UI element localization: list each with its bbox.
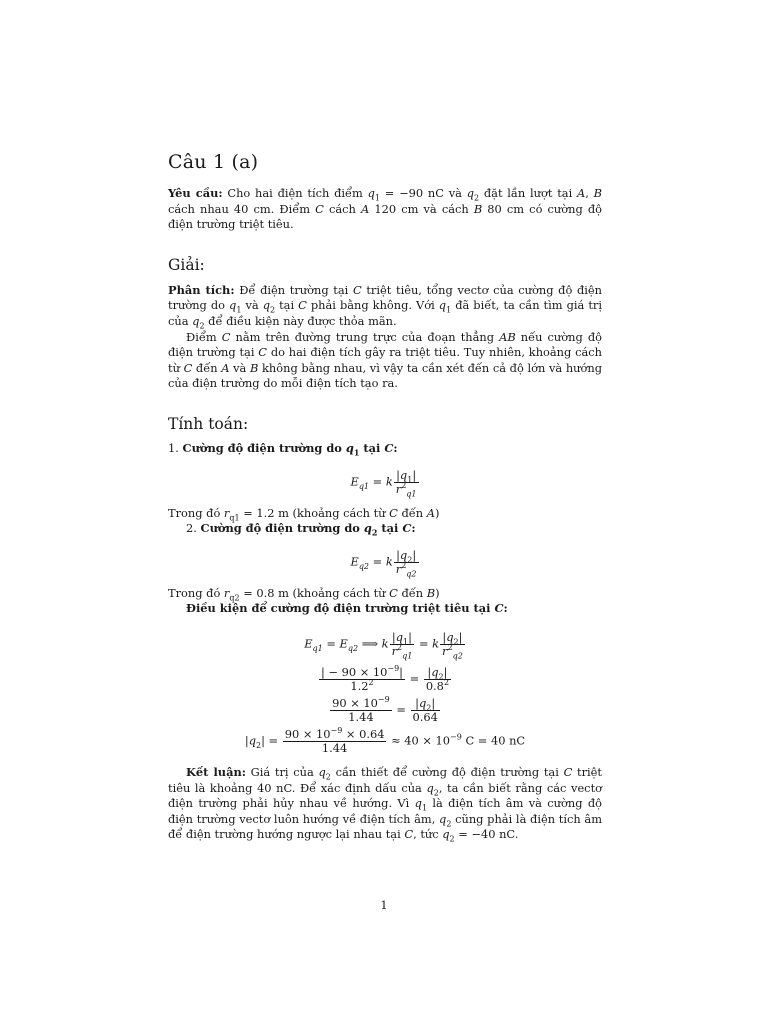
text: Cường độ điện trường do <box>182 440 346 455</box>
step-number: 1. <box>168 440 179 455</box>
text: 90 × 10 <box>284 726 331 741</box>
symbol: q <box>363 521 372 536</box>
text: cách <box>323 201 361 216</box>
subscript: q1 <box>229 512 240 522</box>
subscript: q1 <box>406 488 417 498</box>
subscript: 2 <box>433 787 439 797</box>
symbol: C <box>563 764 573 779</box>
text: |q <box>396 467 408 482</box>
symbol: k <box>432 636 440 651</box>
symbol: A <box>361 201 370 216</box>
fraction: $\frac{|q_2|}{r^2_{q2}}$ <box>442 629 463 661</box>
symbol: B <box>426 585 436 600</box>
fraction: $\frac{|q_2|}{0.64}$ <box>412 695 438 724</box>
symbol: C <box>494 601 504 616</box>
subscript: q2 <box>358 561 370 571</box>
superscript: −9 <box>387 664 400 674</box>
superscript: 2 <box>368 678 374 688</box>
text: Cường độ điện trường do <box>200 521 364 536</box>
text: |q <box>391 629 404 644</box>
subscript: 1 <box>403 637 409 647</box>
text: = −90 nC và <box>379 186 467 200</box>
text: Giá trị của <box>245 764 319 779</box>
fraction <box>330 697 392 724</box>
symbol: q <box>345 440 354 455</box>
text: đến <box>397 505 427 520</box>
requirement-label: Yêu cầu: <box>168 186 223 200</box>
text: triệt tiêu là khoảng 40 nC. Để xác định dấu của <box>168 764 602 795</box>
question-title: Câu 1 (a) <box>168 151 259 173</box>
subscript: 2 <box>449 834 455 844</box>
text: 1.44 <box>321 740 348 755</box>
subscript: 2 <box>474 193 480 203</box>
text: |q <box>442 629 454 644</box>
subscript: 2 <box>453 637 459 647</box>
text: Để điện trường tại <box>234 282 353 297</box>
text: không bằng nhau, vì vậy ta cần xét đến cả độ lớn và hướng của điện trường do mỗi điện tích tạo ra. <box>168 360 602 391</box>
symbol: r <box>395 561 402 576</box>
text: : <box>503 601 508 616</box>
text: , tức <box>413 827 443 842</box>
symbol: q <box>262 298 270 313</box>
symbol: E <box>350 474 359 489</box>
text: Trong đó <box>168 505 224 520</box>
superscript: −9 <box>330 726 343 736</box>
symbol: q <box>229 298 237 313</box>
symbol: A <box>426 505 436 520</box>
symbol: E <box>304 636 313 651</box>
fraction: $\frac{|q_2|}{0.8^2}$ <box>425 664 450 693</box>
text: ) <box>435 585 440 600</box>
symbol: B <box>249 360 259 375</box>
text: 1.2 <box>350 678 369 693</box>
symbol: r <box>395 481 402 496</box>
text: |q <box>415 695 427 710</box>
text: do hai điện tích gây ra triệt tiêu. Tuy nhiên, khoảng cách từ <box>168 345 602 375</box>
symbol: r <box>391 643 398 658</box>
text: |q <box>427 664 439 679</box>
operator: ⟹ <box>358 636 382 651</box>
text: cách nhau 40 cm. Điểm <box>168 201 316 216</box>
text: đến <box>192 360 222 375</box>
symbol: q <box>248 733 256 748</box>
text: ≈ 40 × 10 <box>387 733 451 748</box>
symbol: E <box>350 554 359 569</box>
text: cần thiết để cường độ điện trường tại <box>330 764 564 779</box>
symbol: C <box>389 585 398 600</box>
analysis-paragraph-2 <box>168 330 602 392</box>
symbol: q <box>442 827 450 842</box>
symbol: k <box>385 474 393 489</box>
symbol: C <box>352 282 362 297</box>
subscript: 2 <box>269 305 276 315</box>
symbol: A <box>221 360 230 375</box>
symbol: r <box>223 585 230 600</box>
subscript: q1 <box>358 481 370 491</box>
subscript: 2 <box>438 672 444 682</box>
symbol: C <box>183 360 193 375</box>
requirement-paragraph <box>168 186 602 233</box>
operator: = <box>369 474 386 489</box>
symbol: B <box>593 186 603 200</box>
operator: = <box>322 636 340 651</box>
equation-step-a <box>168 666 602 693</box>
operator: = <box>415 636 433 651</box>
text: cũng phải là điện tích âm để điện trường hướng ngược lại nhau tại <box>168 811 602 842</box>
equation-result: $|q_2|$ = $\frac{90 \times 10^{-9} \times 0.64}{1.44}$ ≈ $40 \times 10^{-9}$ C = 40 nC <box>244 726 526 755</box>
superscript: −9 <box>377 695 390 705</box>
text: , <box>585 186 594 200</box>
symbol: q <box>192 313 200 328</box>
symbol: C <box>402 521 412 536</box>
equation-step-b <box>168 697 602 724</box>
fraction: $\frac{|q_2|}{r^2_{q2}}$ <box>395 547 417 578</box>
symbol: C <box>404 827 414 842</box>
text: | <box>399 664 404 679</box>
text: = −40 nC. <box>454 827 519 842</box>
text: | − 90 × 10 <box>320 664 388 679</box>
superscript: −9 <box>450 732 462 742</box>
operator: = <box>392 702 410 717</box>
subscript: 2 <box>407 555 413 564</box>
fraction: $\frac{|q_1|}{r^2_{q1}}$ <box>391 629 413 661</box>
symbol: q <box>318 764 326 779</box>
text: triệt tiêu, tổng vectơ của cường độ điện trường do <box>168 282 602 313</box>
symbol: q <box>438 298 447 313</box>
subscript: 2 <box>256 740 262 750</box>
fraction <box>319 666 405 693</box>
subscript: 1 <box>407 474 413 484</box>
operator: = <box>406 671 423 686</box>
symbol: C <box>384 440 394 455</box>
subscript: q2 <box>347 643 359 653</box>
text: tại <box>359 440 385 455</box>
text: , ta cần biết rằng các vectơ điện trường phải hủy nhau về hướng. Vì <box>168 780 603 811</box>
operator: = <box>369 554 386 569</box>
conclusion-label: Kết luận: <box>186 764 246 779</box>
text: đến <box>397 585 427 600</box>
text: và <box>241 298 263 313</box>
fraction <box>283 728 387 755</box>
subscript: 1 <box>353 447 360 458</box>
subscript: q1 <box>402 651 413 661</box>
text: : <box>411 521 416 536</box>
text: để điều kiện này được thỏa mãn. <box>204 313 397 328</box>
superscript: 2 <box>397 643 403 653</box>
analysis-label: Phân tích: <box>168 282 235 297</box>
superscript: 2 <box>443 678 450 688</box>
superscript: 2 <box>401 560 407 570</box>
subscript: q2 <box>229 593 240 602</box>
document-body <box>168 150 602 843</box>
subscript: 2 <box>371 527 378 538</box>
text: Điểm <box>186 329 222 344</box>
symbol: q <box>367 186 375 200</box>
symbol: C <box>315 201 324 216</box>
subscript: 1 <box>236 305 242 315</box>
symbol: B <box>473 201 483 216</box>
text: 1.44 <box>348 709 374 724</box>
symbol: AB <box>499 329 516 344</box>
text: tại <box>377 521 403 536</box>
subscript: 2 <box>426 703 432 713</box>
text: 0.8 <box>425 678 444 693</box>
text: Trong đó <box>168 585 224 600</box>
symbol: C <box>258 345 268 360</box>
symbol: C <box>389 505 398 520</box>
subscript: 2 <box>325 772 331 782</box>
equation-condition <box>168 629 602 661</box>
subscript: 2 <box>199 321 205 331</box>
subscript: 1 <box>446 305 452 315</box>
step-1-heading <box>168 441 602 457</box>
superscript: 2 <box>401 480 407 490</box>
text: 80 cm có cường độ điện trường triệt tiêu. <box>168 201 602 232</box>
operator: = <box>264 733 282 748</box>
text: đã biết, ta cần tìm giá trị của <box>168 298 602 328</box>
symbol: q <box>439 811 447 826</box>
subscript: 1 <box>421 803 428 813</box>
calc-heading: Tính toán: <box>168 414 249 433</box>
text: = 1.2 m (khoảng cách từ <box>239 505 390 520</box>
equation-eq2 <box>168 549 602 576</box>
text: tại <box>275 298 299 313</box>
text: 0.64 <box>412 709 438 724</box>
text: 120 cm và cách <box>369 201 474 216</box>
fraction: $\frac{|q_1|}{r^2_{q1}}$ <box>395 467 417 498</box>
page-number: 1 <box>380 898 388 912</box>
analysis-paragraph <box>168 283 602 330</box>
symbol: k <box>385 554 393 569</box>
symbol: A <box>577 186 586 200</box>
text: |q <box>396 547 408 562</box>
text: ) <box>435 505 440 520</box>
step-number: 2. <box>186 521 197 536</box>
subscript: q2 <box>406 569 417 578</box>
text: = 0.8 m (khoảng cách từ <box>239 585 390 600</box>
text: Cho hai điện tích điểm <box>222 186 368 200</box>
text: nếu cường độ điện trường tại <box>168 329 602 360</box>
symbol: C <box>298 298 307 313</box>
conclusion-paragraph <box>168 765 602 843</box>
superscript: 2 <box>447 643 453 653</box>
subscript: 1 <box>374 193 380 203</box>
symbol: k <box>381 636 389 651</box>
text: Điều kiện để cường độ điện trường triệt tiêu tại <box>186 601 495 616</box>
text: × 0.64 <box>342 726 385 741</box>
subscript: q1 <box>312 643 323 653</box>
symbol: E <box>339 636 348 651</box>
where-r1 <box>168 506 602 522</box>
where-r2 <box>168 586 602 602</box>
text: phải bằng không. Với <box>306 298 439 313</box>
equation-eq1 <box>168 469 602 496</box>
symbol: C <box>221 329 231 344</box>
text: C = 40 nC <box>461 733 526 748</box>
step-2-heading <box>168 521 602 537</box>
symbol: q <box>414 796 422 811</box>
condition-heading <box>168 601 602 617</box>
symbol: q <box>466 186 474 200</box>
subscript: q2 <box>452 651 463 661</box>
symbol: r <box>223 505 230 520</box>
text: và <box>229 360 250 375</box>
text: là điện tích âm và cường độ điện trường vectơ luôn hướng về điện tích âm, <box>168 796 602 826</box>
text: : <box>393 440 398 455</box>
solution-heading: Giải: <box>168 255 205 274</box>
text: nằm trên đường trung trực của đoạn thẳng <box>230 329 500 344</box>
text: đặt lần lượt tại <box>479 186 577 200</box>
text: 90 × 10 <box>332 695 378 710</box>
subscript: 2 <box>446 818 452 828</box>
symbol: r <box>442 643 448 658</box>
symbol: q <box>426 780 434 795</box>
